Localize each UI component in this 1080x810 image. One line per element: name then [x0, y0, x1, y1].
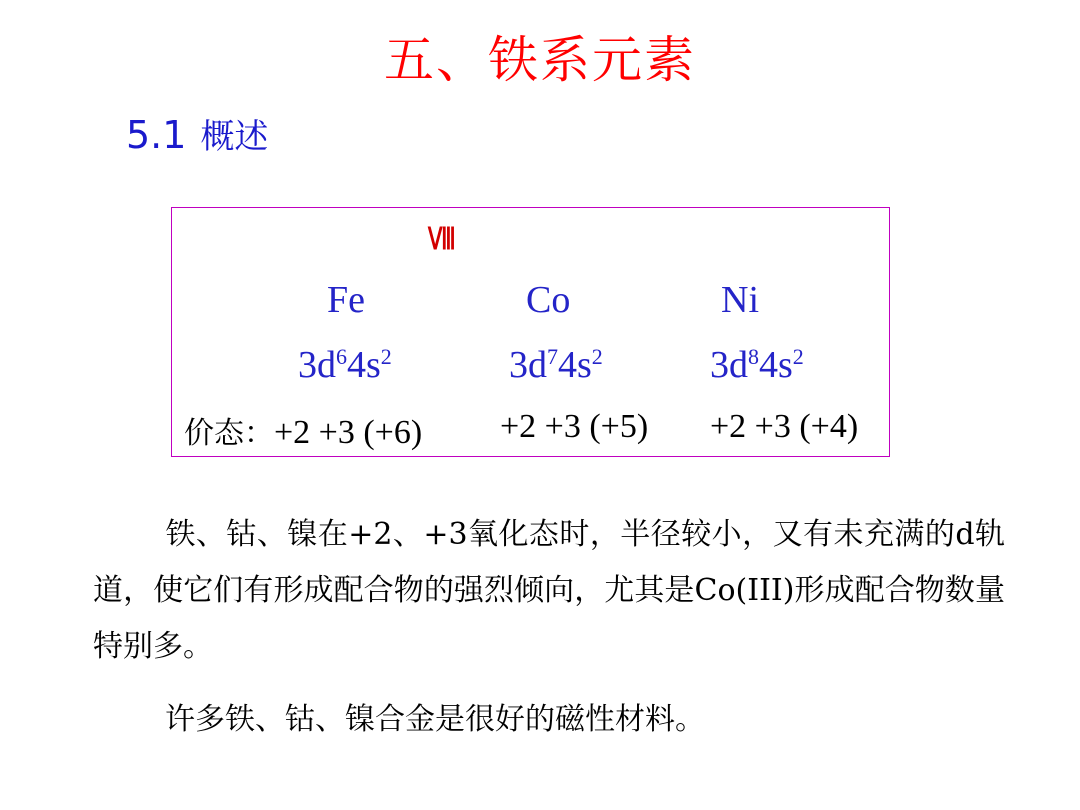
electron-config-fe: $3d^64s^2$ [298, 344, 392, 386]
section-text: 概述 [200, 117, 269, 157]
group-label: Ⅷ [428, 223, 455, 256]
valence-fe: 价态：+2 +3 (+6) [184, 414, 423, 451]
electron-config-ni: $3d^84s^2$ [710, 344, 804, 386]
section-heading [126, 110, 268, 162]
element-info-box [171, 207, 890, 457]
element-symbol-fe: Fe [327, 279, 365, 321]
section-number: 5.1 [126, 113, 187, 157]
valence-label: 价态： [184, 416, 274, 451]
valence-co: +2 +3 (+5) [500, 408, 649, 445]
page-title: 五、铁系元素 [384, 31, 696, 89]
valence-ni: +2 +3 (+4) [710, 408, 859, 445]
paragraph-properties: 铁、钴、镍在+2、+3氧化态时，半径较小，又有未充满的d轨道，使它们有形成配合物的强烈倾向，尤其是Co(III)形成配合物数量特别多。 [93, 517, 1005, 664]
paragraph-magnetic: 许多铁、钴、镍合金是很好的磁性材料。 [165, 702, 705, 737]
element-symbol-co: Co [526, 279, 571, 321]
element-symbol-ni: Ni [721, 279, 759, 321]
electron-config-co: $3d^74s^2$ [509, 344, 603, 386]
